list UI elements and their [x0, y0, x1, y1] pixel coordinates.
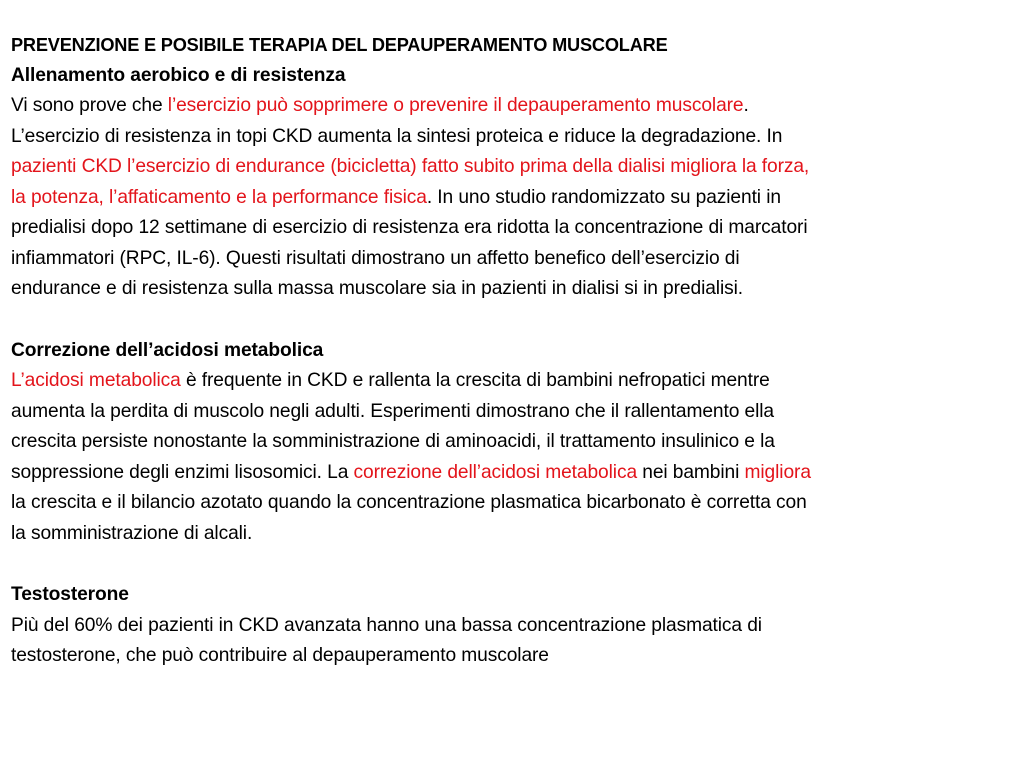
section [11, 336, 1011, 550]
body-text: Più del 60% dei pazienti in CKD avanzata hanno una bassa concentrazione plasmatica di [11, 614, 762, 636]
paragraph-line [11, 427, 1011, 458]
highlighted-text: migliora [744, 461, 811, 483]
body-text: è frequente in CKD e rallenta la crescita di bambini nefropatici mentre [180, 370, 770, 391]
highlighted-text: pazienti CKD l’esercizio di endurance (bicicletta) fatto subito prima della dialisi migliora la forza, [11, 156, 810, 177]
section-spacer [11, 549, 1011, 580]
highlighted-text: l’esercizio può sopprimere o prevenire il depauperamento muscolare [167, 95, 744, 116]
section-heading: Correzione dell’acidosi metabolica [11, 339, 324, 361]
body-text: la crescita e il bilancio azotato quando la concentrazione plasmatica bicarbonato è corretta con [11, 492, 807, 513]
slide-title: PREVENZIONE E POSIBILE TERAPIA DEL DEPAUPERAMENTO MUSCOLARE [11, 35, 668, 55]
body-text: infiammatori (RPC, IL-6). Questi risultati dimostrano un affetto benefico dell’esercizio di [11, 247, 740, 269]
paragraph-line [11, 611, 1011, 642]
paragraph-line [11, 213, 1011, 244]
section-heading: Testosterone [11, 584, 129, 605]
slide-text-body [11, 30, 1011, 672]
paragraph-line [11, 366, 1011, 397]
body-text: la somministrazione di alcali. [11, 522, 253, 544]
body-text: crescita persiste nonostante la somministrazione di aminoacidi, il trattamento insulinico e la [11, 431, 775, 452]
paragraph-line [11, 244, 1011, 275]
paragraph-line [11, 519, 1011, 550]
paragraph-line [11, 641, 1011, 672]
body-text: L’esercizio di resistenza in topi CKD aumenta la sintesi proteica e riduce la degradazione. In [11, 125, 783, 147]
body-text: Vi sono prove che [11, 95, 168, 116]
body-text: testosterone, che può contribuire al depauperamento muscolare [11, 645, 549, 666]
paragraph-line [11, 488, 1011, 519]
paragraph-line [11, 152, 1011, 183]
body-text: . [743, 95, 749, 116]
section [11, 61, 1011, 305]
paragraph-line [11, 183, 1011, 214]
section [11, 580, 1011, 672]
body-text: . In uno studio randomizzato su pazienti in [426, 186, 781, 208]
sections-container [11, 61, 1011, 672]
paragraph-line [11, 274, 1011, 305]
section-spacer [11, 305, 1011, 336]
body-text: aumenta la perdita di muscolo negli adulti. Esperimenti dimostrano che il rallentamento ella [11, 400, 774, 422]
body-text: predialisi dopo 12 settimane di esercizio di resistenza era ridotta la concentrazione di marcatori [11, 217, 808, 238]
highlighted-text: correzione dell’acidosi metabolica [353, 461, 638, 483]
paragraph-line [11, 91, 1011, 122]
body-text: endurance e di resistenza sulla massa muscolare sia in pazienti in dialisi si in predialisi. [11, 278, 744, 299]
highlighted-text: la potenza, l’affaticamento e la performance fisica [11, 186, 427, 208]
highlighted-text: L’acidosi metabolica [11, 370, 181, 391]
section-heading: Allenamento aerobico e di resistenza [11, 64, 346, 86]
paragraph-line [11, 458, 1011, 489]
body-text: soppressione degli enzimi lisosomici. La [11, 461, 354, 483]
body-text: nei bambini [637, 461, 745, 483]
paragraph-line [11, 397, 1011, 428]
paragraph-line [11, 122, 1011, 153]
